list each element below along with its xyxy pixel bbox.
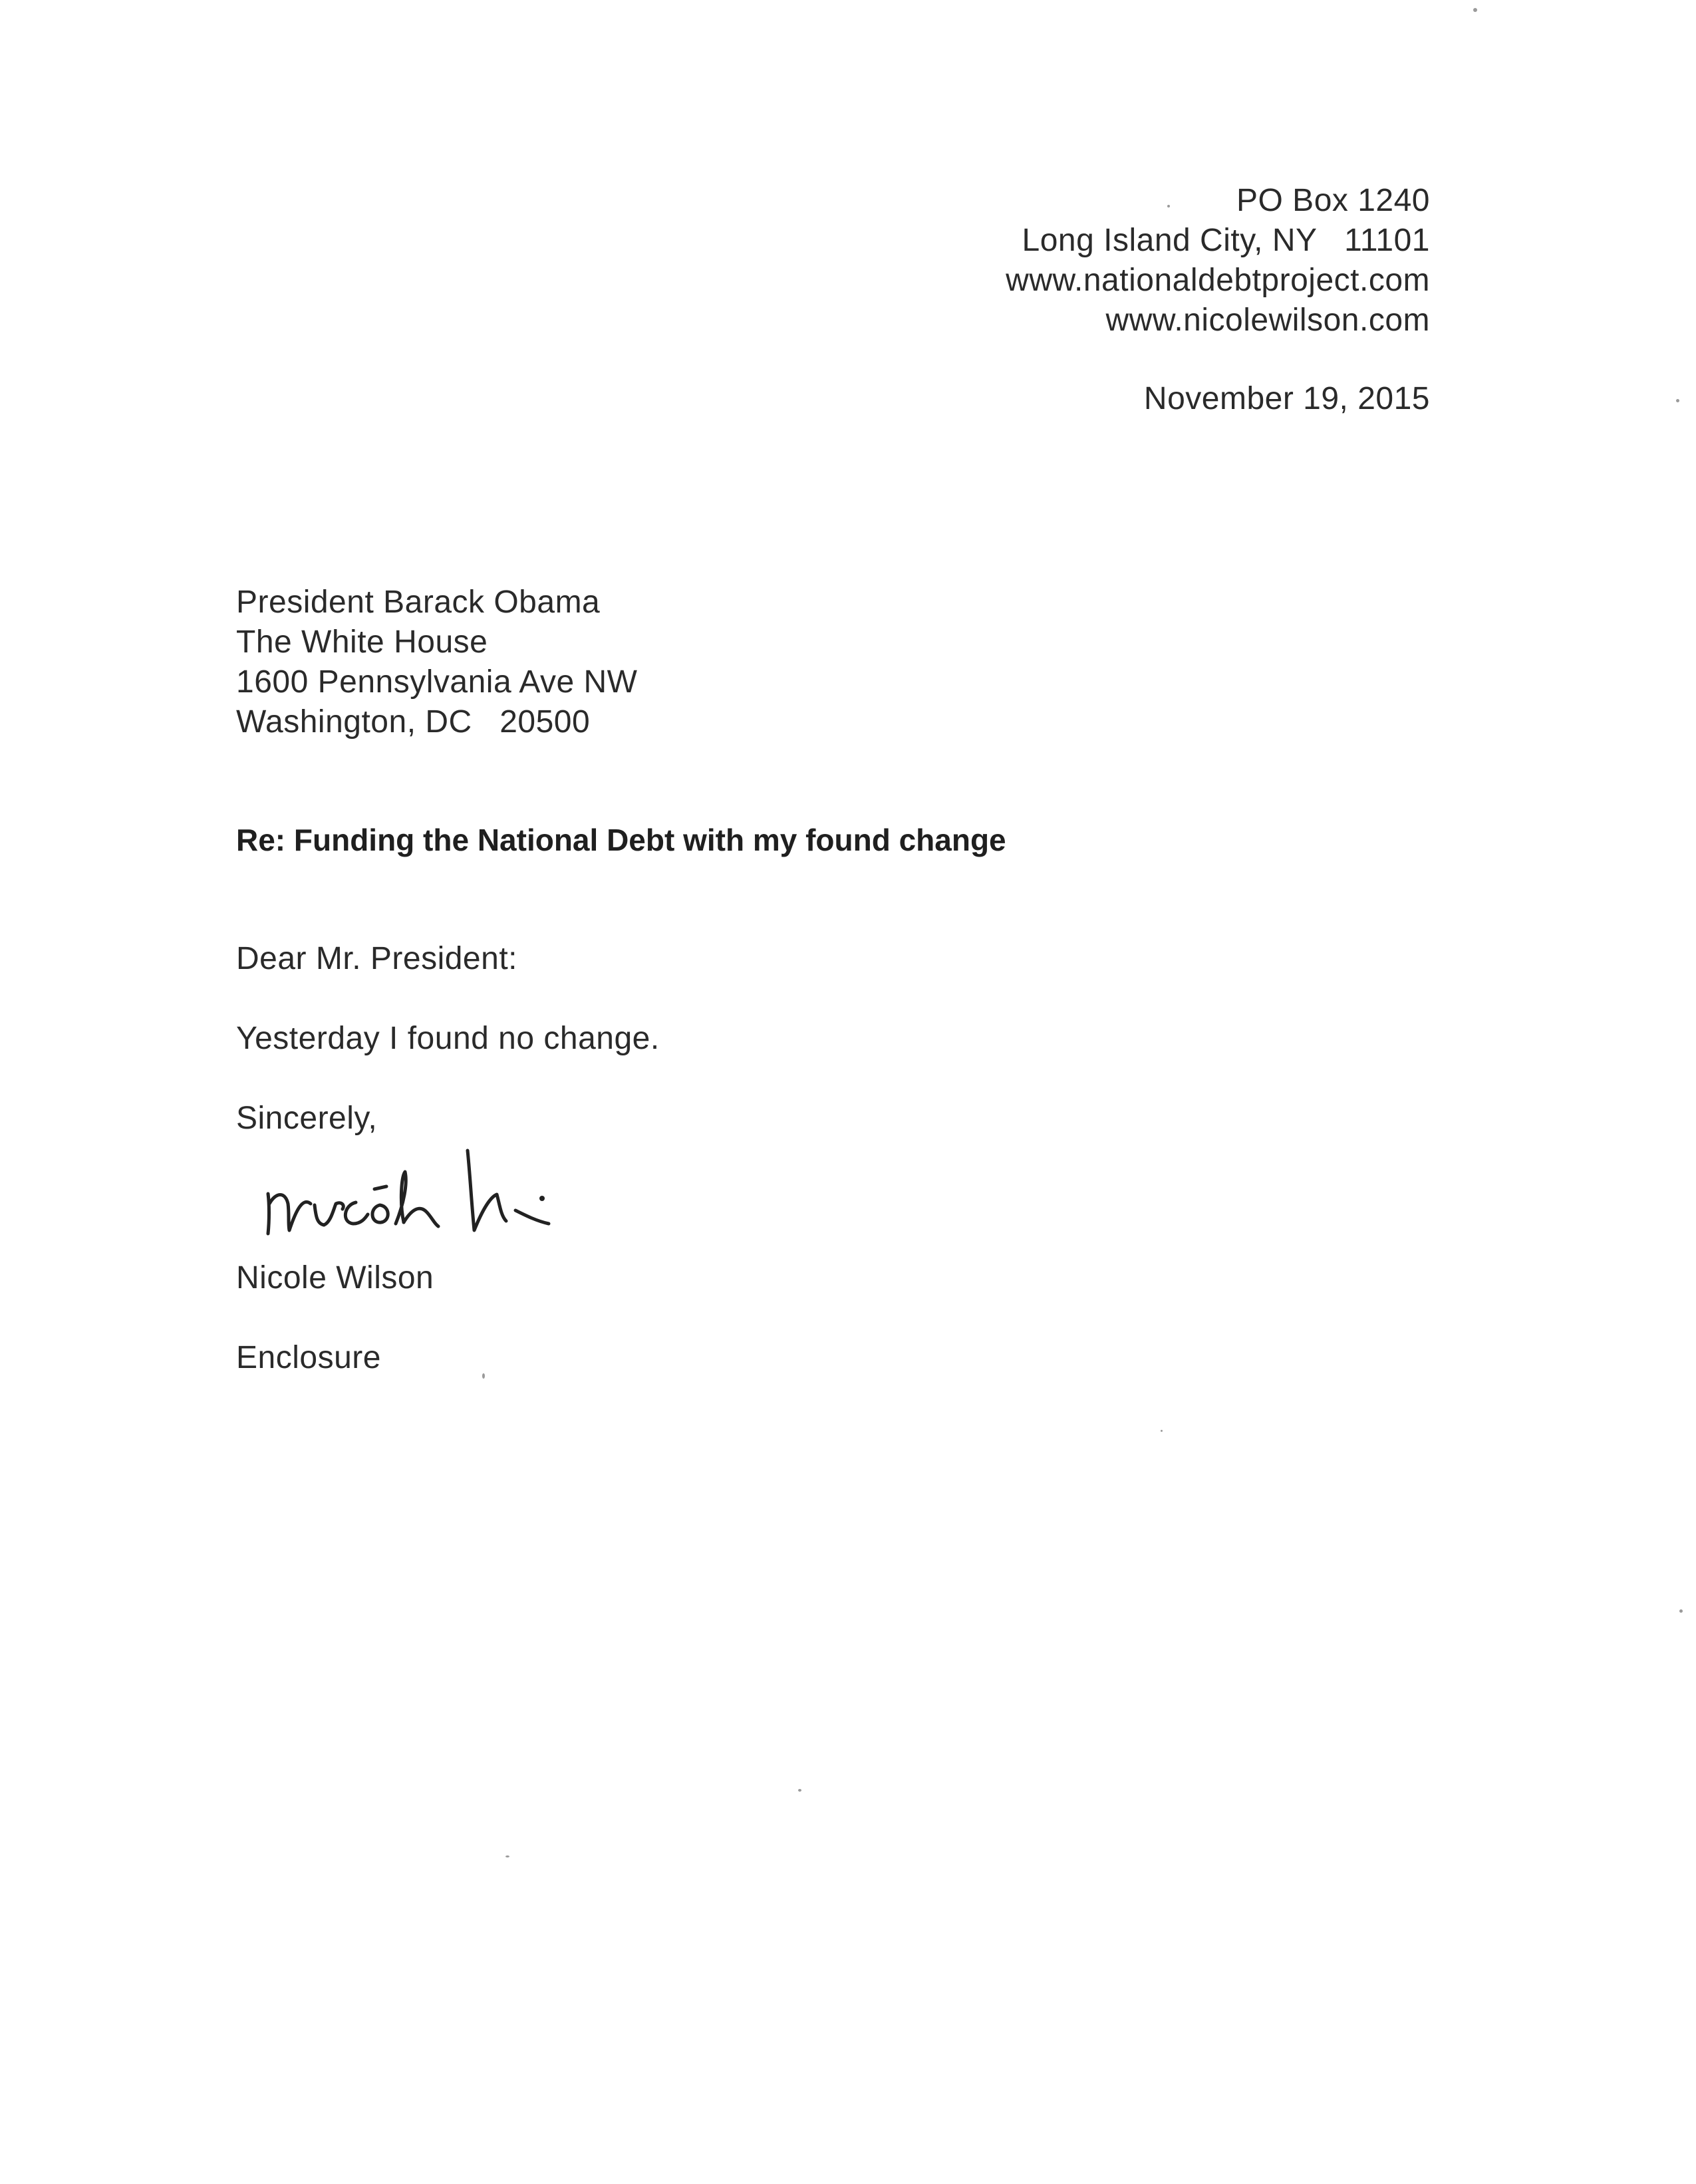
- handwritten-signature: [263, 1131, 595, 1244]
- sender-po-box: PO Box 1240: [1236, 183, 1430, 218]
- scan-speck: [1161, 1430, 1163, 1432]
- sender-city-state-zip: Long Island City, NY 11101: [1022, 223, 1430, 258]
- sender-address-block: [1006, 181, 1430, 341]
- scan-speck: [1679, 1609, 1683, 1613]
- signer-name: Nicole Wilson: [236, 1260, 434, 1296]
- enclosure-notation: Enclosure: [236, 1340, 381, 1375]
- scan-speck: [505, 1855, 509, 1857]
- recipient-street: 1600 Pennsylvania Ave NW: [236, 664, 638, 700]
- recipient-organization: The White House: [236, 624, 488, 660]
- subject-line: Re: Funding the National Debt with my found change: [236, 823, 1006, 857]
- scan-speck: [1167, 205, 1170, 207]
- sender-website-project: www.nationaldebtproject.com: [1006, 263, 1430, 298]
- recipient-address-block: [236, 583, 637, 742]
- scan-speck: [1473, 8, 1477, 12]
- scan-speck: [482, 1373, 485, 1379]
- letter-date: November 19, 2015: [1143, 381, 1430, 416]
- salutation: Dear Mr. President:: [236, 941, 517, 976]
- recipient-name: President Barack Obama: [236, 585, 601, 620]
- letter-body: Yesterday I found no change.: [236, 1021, 660, 1056]
- recipient-city-state-zip: Washington, DC 20500: [236, 704, 591, 740]
- closing: Sincerely,: [236, 1101, 378, 1136]
- sender-website-personal: www.nicolewilson.com: [1105, 303, 1430, 338]
- scan-speck: [798, 1789, 801, 1792]
- scan-speck: [1676, 399, 1679, 402]
